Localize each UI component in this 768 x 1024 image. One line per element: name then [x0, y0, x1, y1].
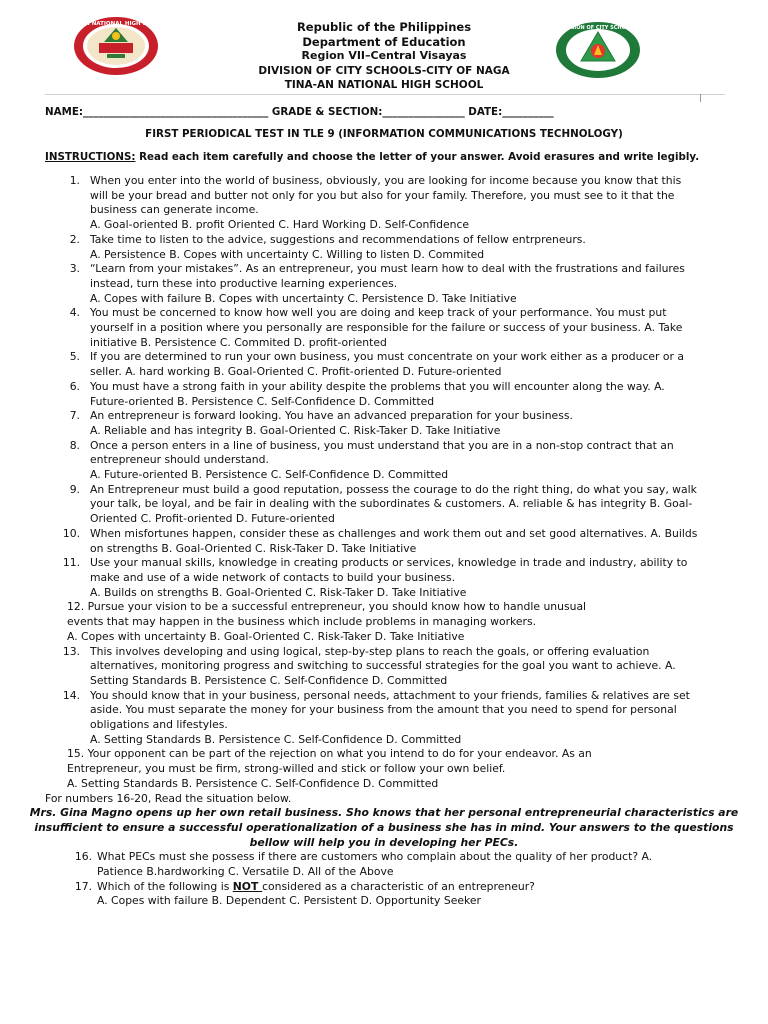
question-line: A. Builds on strengths B. Goal-Oriented C. Risk-Taker D. Take Initiative — [90, 585, 467, 599]
question-line: on strengths B. Goal-Oriented C. Risk-Taker D. Take Initiative — [90, 541, 417, 555]
situation-line: insufficient to ensure a successful operationalization of a business she has in mind. Your answers to the questions — [34, 820, 734, 834]
student-info-line: NAME:____________________________________ GRADE & SECTION:________________ DATE:__________ — [45, 106, 554, 118]
question-item — [0, 409, 768, 438]
question-item — [0, 439, 768, 483]
question-line: will be your bread and butter not only for you but also for your family. Therefore, you must see to it that the — [90, 188, 675, 202]
question-line: Use your manual skills, knowledge in creating products or services, knowledge in trade and industry, ability to — [90, 556, 688, 570]
question-line: events that may happen in the business which include problems in managing workers. — [67, 615, 537, 629]
question-number: 8. — [69, 438, 80, 452]
header-line-department: Department of Education — [302, 34, 466, 49]
question-line: An Entrepreneur must build a good reputation, possess the courage to do the right thing, do what you say, walk — [90, 482, 697, 496]
question-line: You must have a strong faith in your ability despite the problems that you will encounter along the way. A. — [90, 379, 665, 393]
question-line: You should know that in your business, personal needs, attachment to your friends, families & relatives are set — [90, 688, 690, 702]
question-number: 11. — [62, 556, 80, 570]
question-line: Once a person enters in a line of business, you must understand that you are in a non-stop contract that an — [90, 438, 674, 452]
question-line: A. Future-oriented B. Persistence C. Self-Confidence D. Committed — [90, 468, 449, 482]
question-item — [0, 747, 768, 791]
situation-line: bellow will help you in developing her PECs. — [249, 835, 519, 849]
question-number: 3. — [69, 262, 80, 276]
question-item — [0, 483, 768, 527]
question-line: A. Copes with uncertainty B. Goal-Oriented C. Risk-Taker D. Take Initiative — [67, 629, 465, 643]
question-item — [0, 880, 768, 909]
question-line: instead, turn these into productive learning experiences. — [90, 276, 398, 290]
instructions — [45, 151, 699, 163]
question-item — [0, 233, 768, 262]
right-seal-text: DIVISION OF CITY SCHOOLS — [559, 25, 637, 31]
question-line: your talk, be loyal, and be fair in dealing with the subordinates & customers. A. reliable & has integrity B. Goal- — [90, 497, 693, 511]
question-line: If you are determined to run your own business, you must concentrate on your work either as a producer or a — [90, 350, 684, 364]
question-number: 1. — [69, 174, 80, 187]
question-line: alternatives, monitoring progress and switching to successful strategies for the goal you want to achieve. A. — [90, 659, 676, 673]
question-number: 6. — [69, 379, 80, 393]
question-line: A. Persistence B. Copes with uncertainty C. Willing to listen D. Commited — [90, 247, 485, 261]
question-text-pre: Which of the following is — [97, 879, 233, 893]
question-text-post: considered as a characteristic of an entrepreneur? — [262, 879, 535, 893]
question-line — [0, 880, 768, 895]
question-line: A. Setting Standards B. Persistence C. Self-Confidence D. Committed — [90, 732, 462, 746]
question-line: A. Reliable and has integrity B. Goal-Oriented C. Risk-Taker D. Take Initiative — [90, 423, 501, 437]
question-line: What PECs must she possess if there are customers who complain about the quality of her product? A. — [97, 850, 653, 864]
question-line: Setting Standards B. Persistence C. Self-Confidence D. Committed — [90, 673, 448, 687]
question-line: “Learn from your mistakes”. As an entrepreneur, you must learn how to deal with the frustrations and failures — [90, 262, 685, 276]
question-number: 17. — [74, 879, 92, 893]
questions-list — [0, 174, 768, 909]
header-divider — [45, 94, 725, 95]
instructions-text: Read each item carefully and choose the letter of your answer. Avoid erasures and write legibly. — [135, 151, 700, 163]
question-item — [0, 645, 768, 689]
question-item — [0, 350, 768, 379]
school-seal-logo — [63, 16, 169, 76]
question-line: Patience B.hardworking C. Versatile D. All of the Above — [97, 865, 394, 879]
question-number: 2. — [69, 232, 80, 246]
question-line: Oriented C. Profit-oriented D. Future-oriented — [90, 512, 335, 526]
header-line-region: Region VII–Central Visayas — [301, 49, 467, 62]
question-line: initiative B. Persistence C. Commited D. profit-oriented — [90, 335, 387, 349]
question-line: A. Goal-oriented B. profit Oriented C. Hard Working D. Self-Confidence — [90, 218, 470, 232]
question-line: make and use of a wide network of contacts to build your business. — [90, 570, 456, 584]
question-line: When misfortunes happen, consider these as challenges and work them out and set good alternatives. A. Builds — [90, 526, 698, 540]
header-divider-tick — [700, 94, 701, 102]
test-title: FIRST PERIODICAL TEST IN TLE 9 (INFORMATION COMMUNICATIONS TECHNOLOGY) — [145, 128, 623, 140]
division-seal-logo — [555, 21, 641, 79]
question-item — [0, 306, 768, 350]
question-number: 7. — [69, 409, 80, 423]
question-line: You must be concerned to know how well you are doing and keep track of your performance. You must put — [90, 306, 667, 320]
question-item — [0, 527, 768, 556]
question-number: 13. — [62, 644, 80, 658]
situation-line: Mrs. Gina Magno opens up her own retail business. Sho knows that her personal entrepreneurial characteristics are — [29, 806, 739, 820]
situation-intro: For numbers 16-20, Read the situation below. — [45, 791, 292, 805]
question-line: yourself in a position where you personally are responsible for the failure or success of your business. A. Take — [90, 321, 683, 335]
question-line: 12. Pursue your vision to be a successful entrepreneur, you should know how to handle unusual — [67, 600, 587, 614]
question-line: Future-oriented B. Persistence C. Self-Confidence D. Committed — [90, 394, 435, 408]
question-line: An entrepreneur is forward looking. You have an advanced preparation for your business. — [90, 409, 573, 423]
question-item — [0, 262, 768, 306]
question-item — [0, 174, 768, 233]
question-line: entrepreneur should understand. — [90, 453, 269, 467]
instructions-label: INSTRUCTIONS: — [45, 151, 136, 163]
question-line: Take time to listen to the advice, suggestions and recommendations of fellow entrpreneurs. — [90, 232, 586, 246]
question-item — [0, 689, 768, 748]
question-line: A. Setting Standards B. Persistence C. Self-Confidence D. Committed — [67, 776, 439, 790]
header-line-republic: Republic of the Philippines — [296, 20, 472, 34]
question-number: 5. — [69, 350, 80, 364]
question-line: When you enter into the world of business, obviously, you are looking for income because you know that this — [90, 174, 682, 187]
question-item — [0, 850, 768, 879]
question-line: This involves developing and using logical, step-by-step plans to reach the goals, or offering evaluation — [90, 644, 650, 658]
question-line: business can generate income. — [90, 203, 259, 217]
question-line: A. Copes with failure B. Dependent C. Persistent D. Opportunity Seeker — [97, 894, 481, 908]
question-number: 4. — [69, 306, 80, 320]
left-seal-text: TINA-AN NATIONAL HIGH SCHOOL — [63, 21, 169, 27]
header-line-school: TINA-AN NATIONAL HIGH SCHOOL — [284, 79, 484, 91]
question-number: 16. — [74, 850, 92, 864]
question-number: 14. — [62, 688, 80, 702]
question-item — [0, 556, 768, 600]
question-item — [0, 380, 768, 409]
question-line: 15. Your opponent can be part of the rejection on what you intend to do for your endeavor. As an — [67, 747, 592, 761]
question-line: seller. A. hard working B. Goal-Oriented C. Profit-oriented D. Future-oriented — [90, 365, 502, 379]
header-line-division: DIVISION OF CITY SCHOOLS-CITY OF NAGA — [258, 64, 510, 77]
question-number: 10. — [62, 526, 80, 540]
question-line: Entrepreneur, you must be firm, strong-willed and stick or follow your own belief. — [67, 762, 506, 776]
question-line: obligations and lifestyles. — [90, 718, 228, 732]
question-number: 9. — [69, 482, 80, 496]
question-line: aside. You must separate the money for your business from the amount that you need to spend for personal — [90, 703, 677, 717]
question-text-not: NOT — [232, 879, 263, 893]
question-item — [0, 600, 768, 644]
question-line: A. Copes with failure B. Copes with uncertainty C. Persistence D. Take Initiative — [90, 291, 517, 305]
